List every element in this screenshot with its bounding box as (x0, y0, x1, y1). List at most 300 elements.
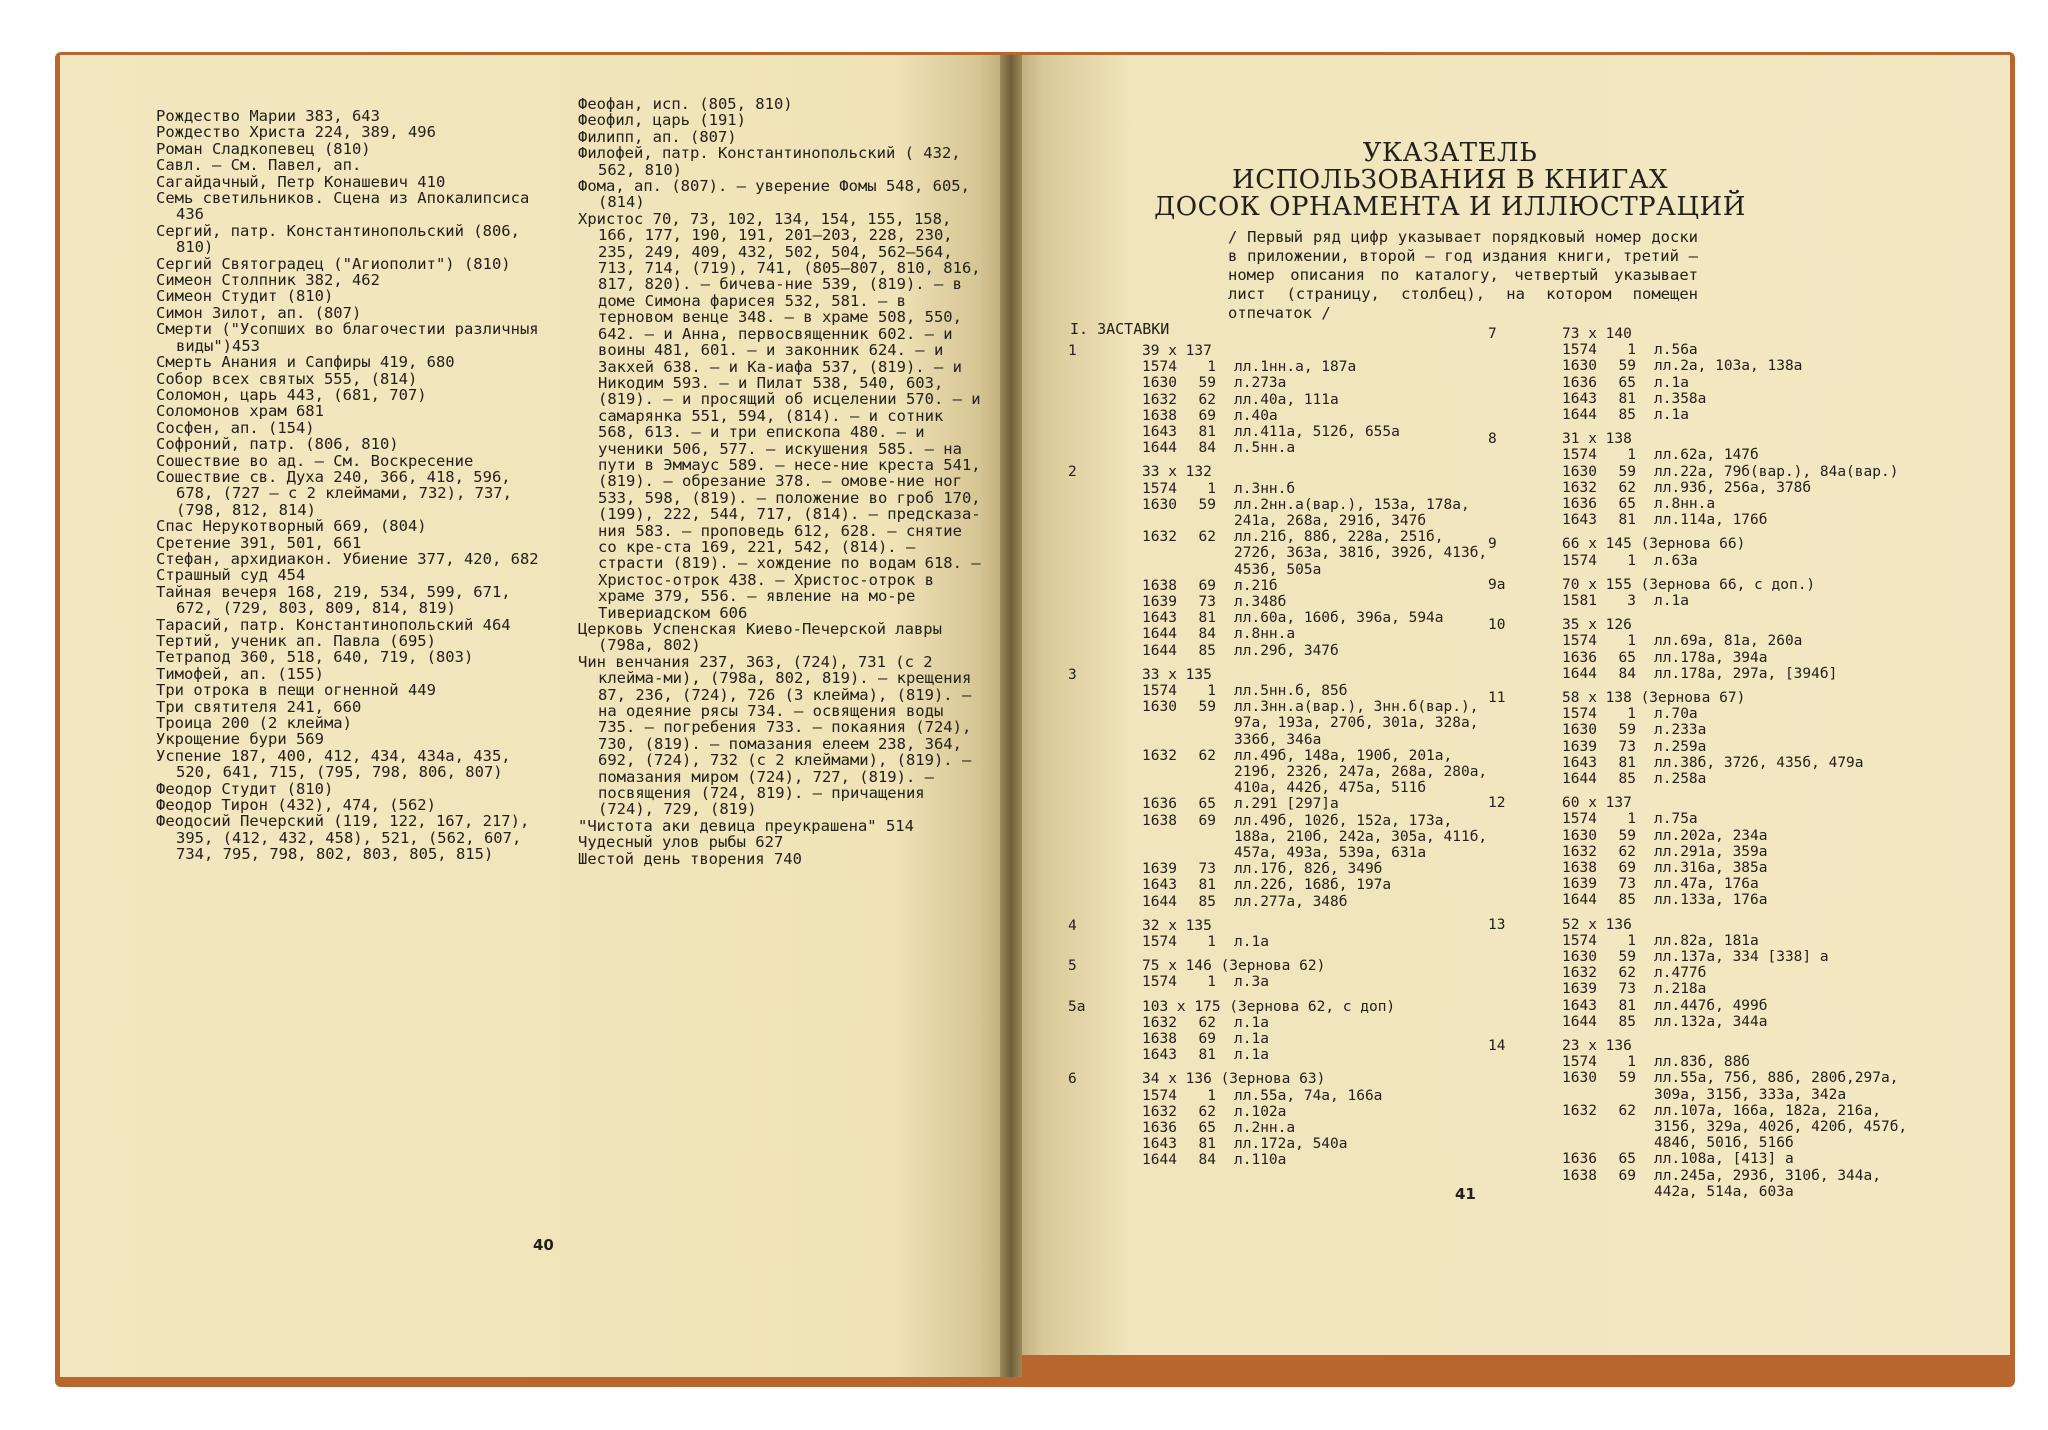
usage-row (1142, 796, 1494, 812)
section-heading: I. ЗАСТАВКИ (1070, 320, 1170, 338)
catalog-number: 85 (1198, 642, 1216, 659)
usage-year: 1574 (1142, 974, 1177, 991)
catalog-number: 1 (1627, 633, 1636, 650)
index-entry: Собор всех святых 555, (814) (156, 369, 418, 388)
index-entry: Сергий, патр. Константинопольский (806, 810) (156, 221, 520, 257)
sheet-list: л.258а (1654, 771, 1707, 787)
usage-row (1562, 706, 1914, 722)
catalog-number: 73 (1198, 861, 1216, 878)
catalog-number: 59 (1198, 699, 1216, 716)
usage-row (1142, 1047, 1494, 1063)
sheet-list: лл.49б, 102б, 152а, 173а, 188а, 210б, 242а, 305а, 411б, 457а, 493а, 539а, 631а (1234, 812, 1488, 861)
index-entry: Страшный суд 454 (156, 566, 306, 585)
catalog-number: 65 (1618, 495, 1636, 512)
usage-row (1562, 1151, 1914, 1167)
usage-year: 1643 (1142, 1136, 1177, 1153)
usage-row (1142, 934, 1494, 950)
catalog-number: 62 (1198, 747, 1216, 764)
usage-year: 1632 (1562, 965, 1597, 982)
usage-year: 1636 (1562, 649, 1597, 666)
catalog-number: 69 (1198, 812, 1216, 829)
usage-row (1562, 496, 1914, 512)
usage-year: 1630 (1562, 948, 1597, 965)
index-entry: Семь светильников. Сцена из Апокалипсиса 436 (156, 189, 530, 224)
index-entry: Смерть Анания и Сапфиры 419, 680 (156, 353, 455, 372)
sheet-list: л.259а (1654, 738, 1707, 755)
usage-year: 1638 (1142, 812, 1177, 829)
usage-row (1142, 1152, 1494, 1168)
sheet-list: лл.108а, [413] а (1654, 1151, 1794, 1168)
index-entry: Троица 200 (2 клейма) (156, 714, 352, 733)
index-entry: Тимофей, ап. (155) (156, 664, 324, 683)
catalog-number: 81 (1618, 390, 1636, 407)
usage-year: 1643 (1142, 424, 1177, 440)
index-entry: Сошествие во ад. – См. Воскресение (156, 451, 474, 470)
usage-row (1142, 626, 1494, 642)
catalog-number: 73 (1618, 981, 1636, 998)
sheet-list: лл.5нн.б, 85б (1234, 682, 1348, 699)
title-line: ИСПОЛЬЗОВАНИЯ В КНИГАХ (1232, 165, 1668, 195)
catalog-number: 1 (1207, 974, 1216, 991)
catalog-number: 62 (1198, 529, 1216, 546)
sheet-list: л.8нн.а (1654, 495, 1716, 512)
catalog-number: 69 (1618, 859, 1636, 876)
sheet-list: л.348б (1234, 593, 1287, 610)
usage-row (1142, 683, 1494, 699)
usage-row (1142, 408, 1494, 424)
usage-row (1562, 811, 1914, 827)
sheet-list: лл.93б, 256а, 378б (1654, 479, 1812, 496)
usage-row (1142, 643, 1494, 659)
usage-row (1142, 529, 1494, 578)
sheet-list: лл.114а, 176б (1654, 512, 1768, 529)
usage-row (1142, 748, 1494, 797)
index-entry: Рождество Христа 224, 389, 496 (156, 123, 436, 142)
index-entry: Сагайдачный, Петр Конашевич 410 (156, 172, 446, 191)
usage-year: 1644 (1142, 440, 1177, 457)
catalog-number: 69 (1618, 1167, 1636, 1184)
catalog-number: 84 (1198, 440, 1216, 457)
sheet-list: л.8нн.а (1234, 626, 1296, 643)
index-entry: Шестой день творения 740 (578, 849, 802, 868)
catalog-number: 73 (1618, 876, 1636, 893)
index-entry: Сосфен, ап. (154) (156, 418, 315, 437)
usage-year: 1632 (1562, 479, 1597, 496)
sheet-list: лл.277а, 348б (1234, 893, 1348, 910)
sheet-list: лл.107а, 166а, 182а, 216а, 315б, 329а, 402б, 420б, 457б, 484б, 501б, 516б (1654, 1102, 1908, 1152)
sheet-list: лл.82а, 181а (1654, 932, 1759, 949)
usage-row (1142, 974, 1494, 990)
sheet-list: лл.316а, 385а (1654, 859, 1768, 876)
index-entry: Церковь Успенская Киево-Печерской лавры (798а, 802) (578, 620, 942, 655)
usage-row (1142, 610, 1494, 626)
catalog-number: 1 (1627, 932, 1636, 949)
usage-year: 1639 (1562, 981, 1597, 998)
catalog-number: 62 (1618, 1102, 1636, 1119)
board-size: 103 x 175 (Зернова 62, с доп) (1142, 998, 1396, 1015)
usage-year: 1644 (1142, 1152, 1177, 1169)
board-size: 35 x 126 (1562, 617, 1632, 634)
index-entry: Тетрапод 360, 518, 640, 719, (803) (156, 648, 474, 667)
board-size: 33 x 135 (1142, 666, 1212, 683)
board-number: 10 (1488, 617, 1506, 634)
usage-row (1562, 1103, 1914, 1152)
sheet-list: л.56а (1654, 342, 1698, 359)
index-entry: Феодосий Печерский (119, 122, 167, 217), 395, (412, 432, 458), 521, (562, 607, 734, 795, 798, 802, 803, 805, 815) (156, 812, 530, 864)
usage-row (1562, 755, 1914, 771)
usage-year: 1581 (1562, 592, 1597, 609)
sheet-list: лл.83б, 88б (1654, 1054, 1751, 1071)
usage-year: 1632 (1562, 843, 1597, 860)
index-entry: Смерти ("Усопших во благочестии различныя виды")453 (156, 320, 539, 355)
index-entry: Чудесный улов рыбы 627 (578, 833, 784, 852)
catalog-number: 1 (1627, 706, 1636, 723)
index-entry: Сретение 391, 501, 661 (156, 533, 362, 552)
catalog-number: 65 (1618, 649, 1636, 666)
catalog-number: 1 (1627, 447, 1636, 464)
usage-year: 1644 (1142, 642, 1177, 659)
catalog-number: 1 (1627, 342, 1636, 359)
usage-year: 1643 (1562, 512, 1597, 529)
usage-row (1142, 894, 1494, 910)
sheet-list: л.1а (1654, 374, 1689, 391)
usage-row (1562, 1054, 1914, 1070)
usage-row (1142, 440, 1494, 456)
catalog-number: 59 (1618, 358, 1636, 375)
index-entry: Тайная вечеря 168, 219, 534, 599, 671, 672, (729, 803, 809, 814, 819) (156, 582, 511, 618)
page-number-left: 40 (533, 1236, 554, 1254)
catalog-number: 1 (1207, 933, 1216, 950)
board-size: 39 x 137 (1142, 343, 1212, 359)
usage-year: 1574 (1562, 552, 1597, 569)
usage-year: 1632 (1142, 747, 1177, 764)
usage-year: 1643 (1562, 754, 1597, 771)
usage-row (1562, 892, 1914, 908)
usage-year: 1638 (1142, 407, 1177, 424)
catalog-number: 59 (1198, 496, 1216, 513)
sheet-list: л.1а (1654, 407, 1689, 423)
sheet-list: л.21б (1234, 577, 1278, 594)
usage-year: 1574 (1142, 480, 1177, 497)
board-size: 70 x 155 (Зернова 66, с доп.) (1562, 576, 1816, 593)
usage-row (1562, 375, 1914, 391)
sheet-list: лл.178а, 394а (1654, 649, 1768, 666)
sheet-list: лл.133а, 176а (1654, 892, 1768, 909)
catalog-number: 65 (1618, 374, 1636, 391)
usage-year: 1574 (1142, 359, 1177, 376)
catalog-number: 59 (1618, 948, 1636, 965)
usage-row (1562, 965, 1914, 981)
board-number: 9 (1488, 536, 1497, 553)
index-entry: Христос 70, 73, 102, 134, 154, 155, 158, 166, 177, 190, 191, 201–203, 228, 230, 235, 249, 409, 432, 502, 504, 562–564, 713, 714, (719), 741, (805–807, 810, 816, 817, 820). – бичева-ние 539, (819). – в доме Симона фарисея 532, 581. – в терновом венце 348. – в храме 508, 550, 642. – и Анна, первосвященник 602. – и воины 481, 601. – и законник 624. – и Закхей 638. – и Ка-иафа 537, (819). – и Никодим 593. – и Пилат 538, 540, 603, (819). – и просящий об исцелении 570. – и самарянка 551, 594, (814). – и сотник 568, 613. – и три епископа 480. – и ученики 506, 577. – искушения 585. – на пути в Эммаус 589. – несе-ние креста 541, (819). – обрезание 378. – омове-ние ног 533, 598, (819). – положение во гроб 170, (199), 222, 544, 717, (814). – предсказа-ния 583. – проповедь 612, 628. – снятие со кре-ста 169, 221, 542, (814). – страсти (819). – хождение по водам 618. – Христос-отрок 438. – Христос-отрок в храме 379, 556. – явление на мо-ре Тивериадском 606 (578, 209, 981, 622)
usage-year: 1644 (1562, 1013, 1597, 1030)
usage-year: 1638 (1142, 577, 1177, 594)
usage-year: 1574 (1562, 342, 1597, 359)
catalog-number: 62 (1198, 1103, 1216, 1120)
usage-row (1142, 424, 1494, 440)
usage-year: 1632 (1562, 1102, 1597, 1119)
catalog-number: 62 (1198, 391, 1216, 408)
title-line: ДОСОК ОРНАМЕНТА И ИЛЛЮСТРАЦИЙ (1154, 192, 1746, 222)
catalog-number: 81 (1198, 1136, 1216, 1153)
usage-row (1562, 553, 1914, 569)
book-gutter (1000, 55, 1022, 1377)
index-entry: Роман Сладкопевец (810) (156, 139, 371, 158)
sheet-list: л.75а (1654, 811, 1698, 828)
usage-year: 1574 (1142, 682, 1177, 699)
catalog-number: 81 (1198, 424, 1216, 440)
usage-row (1562, 722, 1914, 738)
catalog-number: 73 (1198, 593, 1216, 610)
usage-row (1562, 1070, 1914, 1102)
usage-row (1562, 998, 1914, 1014)
catalog-number: 1 (1627, 552, 1636, 569)
catalog-number: 85 (1618, 892, 1636, 909)
usage-year: 1644 (1562, 407, 1597, 423)
catalog-number: 84 (1618, 665, 1636, 682)
usage-year: 1644 (1562, 771, 1597, 787)
sheet-list: лл.447б, 499б (1654, 997, 1768, 1014)
board-size: 60 x 137 (1562, 795, 1632, 812)
sheet-list: л.477б (1654, 965, 1707, 982)
board-size: 66 x 145 (Зернова 66) (1562, 536, 1746, 553)
index-column-2 (578, 96, 983, 867)
catalog-number: 81 (1198, 877, 1216, 894)
sheet-list: лл.291а, 359а (1654, 843, 1768, 860)
board-size: 32 x 135 (1142, 917, 1212, 934)
sheet-list: лл.49б, 148а, 190б, 201а, 219б, 232б, 247а, 268а, 280а, 410а, 442б, 475а, 511б (1234, 747, 1488, 797)
usage-row (1562, 1014, 1914, 1030)
board-size: 52 x 136 (1562, 916, 1632, 933)
usage-row (1142, 375, 1494, 391)
usage-year: 1644 (1562, 892, 1597, 909)
sheet-list: л.1а (1234, 1014, 1269, 1031)
usage-row (1562, 480, 1914, 496)
usage-year: 1639 (1142, 861, 1177, 878)
catalog-number: 62 (1198, 1014, 1216, 1031)
sheet-list: лл.29б, 347б (1234, 642, 1339, 659)
board-size: 23 x 136 (1562, 1038, 1632, 1054)
sheet-list: лл.22а, 79б(вар.), 84а(вар.) (1654, 463, 1899, 480)
catalog-number: 73 (1618, 738, 1636, 755)
usage-row (1562, 391, 1914, 407)
usage-year: 1632 (1142, 391, 1177, 408)
usage-row (1142, 497, 1494, 529)
sheet-list: л.3нн.б (1234, 480, 1296, 497)
usage-year: 1639 (1142, 593, 1177, 610)
usage-row (1142, 392, 1494, 408)
index-entry: Спас Нерукотворный 669, (804) (156, 517, 427, 536)
board-number: 5а (1068, 998, 1086, 1015)
catalog-number: 81 (1198, 610, 1216, 627)
usage-year: 1574 (1562, 633, 1597, 650)
intro-text: / Первый ряд цифр указывает порядковый номер доски в приложении, второй – год издания книги, третий – номер описания по каталогу, четвертый указывает лист (страницу, столбец), на котором помещен отпечаток / (1228, 228, 1698, 322)
catalog-number: 65 (1618, 1151, 1636, 1168)
page-number-right: 41 (1455, 1185, 1476, 1203)
usage-row (1142, 1120, 1494, 1136)
catalog-number: 81 (1198, 1047, 1216, 1064)
usage-row (1142, 1015, 1494, 1031)
sheet-list: лл.47а, 176а (1654, 876, 1759, 893)
usage-row (1562, 771, 1914, 787)
usage-year: 1636 (1142, 796, 1177, 813)
index-entry: Фома, ап. (807). – уверение Фомы 548, 605, (814) (578, 177, 970, 212)
usage-year: 1636 (1562, 374, 1597, 391)
page-title (1150, 140, 1750, 221)
usage-year: 1574 (1142, 933, 1177, 950)
sheet-list: л.3а (1234, 974, 1269, 991)
usage-year: 1632 (1142, 1014, 1177, 1031)
board-number: 4 (1068, 917, 1077, 934)
sheet-list: лл.3нн.а(вар.), 3нн.б(вар.), 97а, 193а, 270б, 301а, 328а, 336б, 346а (1234, 699, 1479, 748)
index-entry: Тарасий, патр. Константинопольский 464 (156, 615, 511, 634)
usage-year: 1639 (1562, 738, 1597, 755)
board-size: 34 x 136 (Зернова 63) (1142, 1071, 1326, 1088)
usage-row (1142, 359, 1494, 375)
usage-year: 1630 (1142, 375, 1177, 392)
usage-year: 1644 (1142, 893, 1177, 910)
catalog-number: 81 (1618, 754, 1636, 771)
board-number: 5 (1068, 958, 1077, 975)
usage-year: 1638 (1142, 1030, 1177, 1047)
sheet-list: л.1а (1234, 1030, 1269, 1047)
sheet-list: лл.22б, 168б, 197а (1234, 877, 1392, 894)
index-entry: Савл. – См. Павел, ап. (156, 156, 362, 175)
sheet-list: лл.178а, 297а, [394б] (1654, 665, 1838, 682)
index-entry: Соломон, царь 443, (681, 707) (156, 385, 427, 404)
usage-year: 1574 (1562, 932, 1597, 949)
sheet-list: л.291 [297]а (1234, 796, 1339, 813)
sheet-list: лл.245а, 293б, 310б, 344а, 442а, 514а, 603а (1654, 1167, 1881, 1200)
catalog-number: 3 (1627, 592, 1636, 609)
index-column-1 (156, 108, 551, 863)
sheet-list: лл.132а, 344а (1654, 1013, 1768, 1030)
sheet-list: л.70а (1654, 706, 1698, 723)
usage-row (1562, 512, 1914, 528)
usage-row (1562, 844, 1914, 860)
board-number: 9а (1488, 576, 1506, 593)
usage-row (1562, 650, 1914, 666)
usage-year: 1630 (1562, 1070, 1597, 1087)
usage-year: 1632 (1142, 1103, 1177, 1120)
index-entry: Чин венчания 237, 363, (724), 731 (с 2 клейма-ми), (798а, 802, 819). – крещения 87, 236, (724), 726 (3 клейма), (819). – на одеяние рясы 734. – освящения воды 735. – погребения 733. – покаяния (724), 730, (819). – помазания елеем 238, 364, 692, (724), 732 (с 2 клеймами), (819). – помазания миром (724), 727, (819). – посвящения (724, 819). – причащения (724), 729, (819) (578, 652, 972, 819)
index-entry: Сергий Святоградец ("Агиополит") (810) (156, 254, 511, 273)
catalog-number: 81 (1618, 512, 1636, 529)
usage-year: 1643 (1142, 877, 1177, 894)
usage-row (1142, 699, 1494, 748)
usage-year: 1643 (1142, 610, 1177, 627)
title-line: УКАЗАТЕЛЬ (1362, 138, 1538, 168)
index-entry: Симеон Студит (810) (156, 287, 334, 306)
usage-year: 1630 (1142, 496, 1177, 513)
index-entry: Соломонов храм 681 (156, 402, 324, 421)
catalog-number: 59 (1198, 375, 1216, 392)
usage-year: 1644 (1142, 626, 1177, 643)
board-number: 11 (1488, 690, 1506, 706)
catalog-number: 1 (1207, 682, 1216, 699)
usage-row (1562, 949, 1914, 965)
index-entry: Симеон Столпник 382, 462 (156, 271, 380, 290)
catalog-number: 84 (1198, 1152, 1216, 1169)
index-entry: Феодор Тирон (432), 474, (562) (156, 796, 436, 815)
catalog-number: 59 (1618, 827, 1636, 844)
board-number: 8 (1488, 431, 1497, 448)
index-entry: Тертий, ученик ап. Павла (695) (156, 632, 436, 650)
sheet-list: лл.69а, 81а, 260а (1654, 633, 1803, 650)
catalog-number: 65 (1198, 1119, 1216, 1136)
sheet-list: л.102а (1234, 1103, 1287, 1120)
sheet-list: л.1а (1654, 592, 1689, 609)
board-number: 3 (1068, 666, 1077, 683)
board-number: 1 (1068, 343, 1077, 359)
sheet-list: лл.55а, 74а, 166а (1234, 1087, 1383, 1104)
usage-year: 1643 (1562, 390, 1597, 407)
catalog-number: 85 (1618, 1013, 1636, 1030)
board-size: 73 x 140 (1562, 326, 1632, 342)
usage-row (1142, 861, 1494, 877)
usage-row (1562, 876, 1914, 892)
usage-row (1562, 464, 1914, 480)
index-entry: Филофей, патр. Константинопольский ( 432, 562, 810) (578, 144, 961, 179)
index-entry: Софроний, патр. (806, 810) (156, 435, 399, 454)
usage-year: 1636 (1142, 1119, 1177, 1136)
index-entry: Сошествие св. Духа 240, 366, 418, 596, 678, (727 – с 2 клеймами, 732), 737, (798, 812, 814) (156, 467, 512, 519)
index-entry: Стефан, архидиакон. Убиение 377, 420, 682 (156, 549, 539, 568)
catalog-number: 59 (1618, 722, 1636, 739)
index-entry: Феофил, царь (191) (578, 111, 746, 130)
board-number: 14 (1488, 1038, 1506, 1054)
usage-row (1142, 481, 1494, 497)
usage-row (1562, 633, 1914, 649)
catalog-number: 69 (1198, 577, 1216, 594)
usage-row (1142, 877, 1494, 893)
sheet-list: л.1а (1234, 1047, 1269, 1064)
sheet-list: лл.172а, 540а (1234, 1136, 1348, 1153)
sheet-list: л.233а (1654, 722, 1707, 739)
sheet-list: лл.38б, 372б, 435б, 479а (1654, 754, 1864, 771)
sheet-list: лл.60а, 160б, 396а, 594а (1234, 610, 1444, 627)
usage-row (1562, 828, 1914, 844)
sheet-list: л.1а (1234, 933, 1269, 950)
index-entry: Три отрока в пещи огненной 449 (156, 681, 436, 700)
index-entry: Укрощение бури 569 (156, 730, 324, 749)
catalog-number: 62 (1618, 965, 1636, 982)
usage-row (1562, 447, 1914, 463)
index-entry: "Чистота аки девица преукрашена" 514 (578, 816, 914, 835)
board-size: 31 x 138 (1562, 431, 1632, 448)
usage-year: 1639 (1562, 876, 1597, 893)
catalog-number: 59 (1618, 1070, 1636, 1087)
index-entry: Рождество Марии 383, 643 (156, 107, 380, 125)
index-entry: Три святителя 241, 660 (156, 697, 362, 716)
usage-year: 1636 (1562, 1151, 1597, 1168)
usage-year: 1636 (1562, 495, 1597, 512)
usage-row (1562, 739, 1914, 755)
usage-year: 1644 (1562, 665, 1597, 682)
sheet-list: л.218а (1654, 981, 1707, 998)
board-number: 7 (1488, 326, 1497, 342)
catalog-number: 85 (1198, 893, 1216, 910)
sheet-list: лл.17б, 82б, 349б (1234, 861, 1383, 878)
usage-year: 1630 (1562, 827, 1597, 844)
sheet-list: лл.40а, 111а (1234, 391, 1339, 408)
catalog-number: 1 (1207, 1087, 1216, 1104)
board-number: 2 (1068, 464, 1077, 481)
sheet-list: лл.55а, 75б, 88б, 280б,297а, 309а, 315б, 333а, 342а (1654, 1070, 1899, 1103)
usage-row (1142, 578, 1494, 594)
usage-year: 1630 (1562, 463, 1597, 480)
usage-row (1562, 593, 1914, 609)
